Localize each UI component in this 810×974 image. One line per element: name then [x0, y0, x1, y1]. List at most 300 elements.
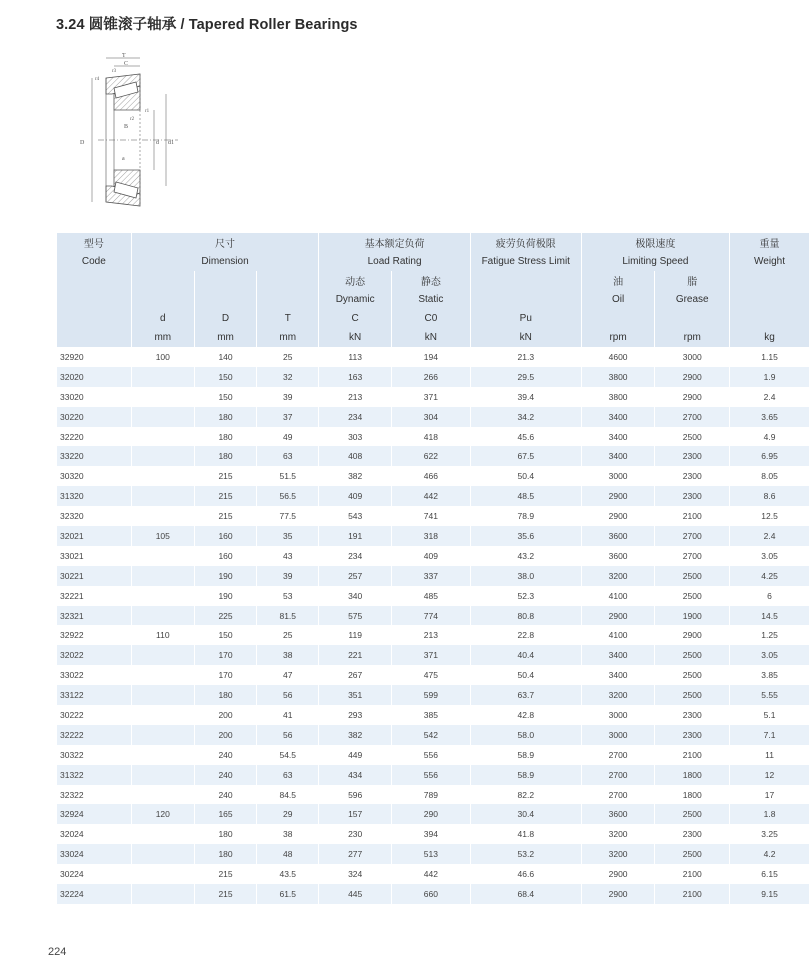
cell-C: 267: [348, 670, 363, 681]
cell-code: 32320: [60, 511, 84, 522]
cell-D: 180: [218, 431, 233, 442]
col-grease-cn: 脂: [655, 271, 729, 290]
cell-code: 30222: [60, 709, 84, 720]
cell-C0: 789: [423, 789, 438, 800]
cell-D: 180: [195, 446, 256, 466]
cell-C: 434: [319, 765, 391, 785]
cell-oil: 3400: [582, 446, 655, 466]
cell-Pu: 30.4: [471, 804, 581, 824]
diagram-label-r3: r3: [112, 69, 117, 74]
diagram-label-r2: r2: [130, 117, 135, 122]
cell-kg: 5.55: [730, 685, 809, 705]
table-row: [57, 526, 809, 546]
cell-oil: 3000: [608, 709, 628, 720]
cell-code: 30221: [57, 566, 131, 586]
cell-code: 31320: [57, 486, 131, 506]
cell-T: 25: [283, 351, 293, 362]
cell-code: 30322: [60, 749, 84, 760]
cell-C: 449: [348, 749, 363, 760]
cell-grease: 3000: [682, 351, 702, 362]
cell-Pu: 50.4: [517, 471, 535, 482]
cell-C0: 599: [392, 685, 470, 705]
cell-grease: 2300: [682, 471, 702, 482]
cell-C0: 385: [423, 709, 438, 720]
col-oil-en: Oil: [582, 290, 655, 309]
cell-d: [132, 506, 194, 526]
cell-oil: 3200: [582, 844, 655, 864]
cell-kg: 12.5: [761, 511, 778, 522]
cell-oil: 3400: [608, 670, 628, 681]
cell-code: 32022: [57, 645, 131, 665]
cell-kg: 2.4: [730, 526, 809, 546]
cell-grease: 2100: [682, 511, 702, 522]
cell-C: 213: [348, 391, 363, 402]
cell-code: 32224: [57, 884, 131, 904]
cell-d: [132, 765, 194, 785]
table-row: [57, 705, 809, 725]
cell-d: [132, 665, 194, 685]
cell-C0: 466: [423, 471, 438, 482]
table-row: [57, 486, 809, 506]
table-row: [57, 685, 809, 705]
cell-oil: 3600: [608, 550, 628, 561]
cell-C: 234: [319, 407, 391, 427]
cell-C0: 513: [392, 844, 470, 864]
cell-d: [132, 645, 194, 665]
cell-T: 56: [257, 725, 318, 745]
cell-grease: 2700: [682, 550, 702, 561]
cell-Pu: 41.8: [517, 829, 535, 840]
col-unit-oil: rpm: [582, 328, 655, 347]
page-title: 3.24 圆锥滚子轴承 / Tapered Roller Bearings: [56, 17, 358, 33]
cell-kg: 6.95: [730, 446, 809, 466]
col-fatigue-cn: 疲劳负荷极限: [471, 233, 581, 252]
cell-Pu: 82.2: [517, 789, 535, 800]
cell-Pu: 50.4: [517, 670, 535, 681]
cell-T: 56.5: [257, 486, 318, 506]
table-row: [57, 884, 809, 904]
cell-D: 225: [195, 606, 256, 626]
cell-T: 56: [257, 685, 318, 705]
cell-oil: 2700: [582, 765, 655, 785]
cell-grease: 2500: [655, 566, 729, 586]
cell-Pu: 35.6: [471, 526, 581, 546]
cell-T: 39: [283, 391, 293, 402]
cell-d: 100: [155, 351, 170, 362]
col-grease-en: Grease: [655, 290, 729, 309]
cell-Pu: 78.9: [517, 511, 535, 522]
cell-D: 140: [218, 351, 233, 362]
col-fatigue-en: Fatigue Stress Limit: [471, 252, 581, 271]
cell-D: 215: [218, 511, 233, 522]
table-row: [57, 387, 809, 407]
cell-oil: 3200: [608, 829, 628, 840]
cell-D: 215: [195, 486, 256, 506]
diagram-label-r1: r1: [145, 109, 150, 114]
cell-kg: 6.15: [761, 869, 778, 880]
col-load-cn: 基本额定负荷: [319, 233, 469, 252]
cell-T: 77.5: [279, 511, 297, 522]
cell-C: 408: [319, 446, 391, 466]
cell-C: 382: [319, 725, 391, 745]
cell-Pu: 63.7: [471, 685, 581, 705]
table-row: [57, 446, 809, 466]
cell-D: 150: [218, 391, 233, 402]
cell-C0: 266: [392, 367, 470, 387]
col-speed-en: Limiting Speed: [582, 252, 729, 271]
col-unit-C0: kN: [392, 328, 470, 347]
cell-Pu: 34.2: [471, 407, 581, 427]
cell-T: 47: [283, 670, 293, 681]
cell-oil: 2700: [608, 789, 628, 800]
col-unit-D: mm: [195, 328, 256, 347]
table-row: [57, 864, 809, 884]
cell-kg: 2.4: [763, 391, 776, 402]
cell-d: [132, 486, 194, 506]
diagram-label-T: T: [122, 53, 126, 59]
cell-Pu: 29.5: [471, 367, 581, 387]
cell-T: 43.5: [279, 869, 297, 880]
cell-code: 33024: [57, 844, 131, 864]
cell-D: 180: [218, 829, 233, 840]
cell-D: 170: [218, 670, 233, 681]
cell-C: 163: [319, 367, 391, 387]
cell-Pu: 40.4: [471, 645, 581, 665]
cell-d: [132, 466, 194, 486]
diagram-label-d: d: [156, 140, 159, 146]
cell-Pu: 43.2: [517, 550, 535, 561]
cell-kg: 1.9: [730, 367, 809, 387]
cell-T: 63: [257, 765, 318, 785]
cell-C0: 442: [423, 869, 438, 880]
cell-d: [132, 884, 194, 904]
cell-code: 32920: [60, 351, 84, 362]
cell-Pu: 48.5: [471, 486, 581, 506]
cell-d: [132, 566, 194, 586]
table-row: [57, 824, 809, 844]
cell-T: 32: [257, 367, 318, 387]
cell-C0: 337: [392, 566, 470, 586]
cell-C0: 442: [392, 486, 470, 506]
cell-oil: 3400: [608, 431, 628, 442]
cell-code: 32024: [60, 829, 84, 840]
cell-oil: 4600: [608, 351, 628, 362]
cell-kg: 12: [730, 765, 809, 785]
cell-grease: 2100: [682, 749, 702, 760]
cell-code: 32922: [60, 630, 84, 641]
cell-kg: 17: [764, 789, 775, 800]
cell-kg: 7.1: [730, 725, 809, 745]
cell-C: 113: [348, 351, 362, 362]
cell-d: [132, 745, 194, 765]
cell-D: 190: [195, 566, 256, 586]
cell-code: 32321: [57, 606, 131, 626]
col-sym-T: T: [257, 309, 318, 328]
cell-grease: 2900: [682, 630, 702, 641]
cell-kg: 3.85: [761, 670, 778, 681]
cell-grease: 2100: [682, 869, 702, 880]
cell-d: [132, 864, 194, 884]
cell-kg: 1.15: [761, 351, 778, 362]
table-row: [57, 665, 809, 685]
diagram-label-a: a: [122, 156, 125, 162]
cell-grease: 2900: [682, 391, 702, 402]
table-row: [57, 546, 809, 566]
cell-C0: 213: [423, 630, 438, 641]
cell-T: 29: [257, 804, 318, 824]
diagram-label-D: D: [80, 140, 85, 146]
col-sym-C0: C0: [392, 309, 470, 328]
table-row: [57, 427, 809, 447]
col-static-cn: 静态: [392, 271, 470, 290]
cell-Pu: 39.4: [517, 391, 535, 402]
cell-C: 303: [348, 431, 363, 442]
col-sym-D: D: [195, 309, 256, 328]
cell-oil: 2700: [608, 749, 628, 760]
cell-C: 324: [348, 869, 363, 880]
cell-T: 38: [283, 829, 293, 840]
cell-Pu: 58.9: [471, 765, 581, 785]
cell-D: 240: [218, 749, 233, 760]
cell-oil: 2900: [582, 486, 655, 506]
cell-C0: 774: [392, 606, 470, 626]
cell-Pu: 52.3: [517, 590, 535, 601]
table-row: [57, 586, 809, 606]
cell-d: [132, 785, 194, 805]
cell-T: 63: [257, 446, 318, 466]
col-weight-cn: 重量: [730, 233, 809, 252]
cell-d: [132, 407, 194, 427]
col-unit-C: kN: [319, 328, 391, 347]
cell-code: 32020: [57, 367, 131, 387]
cell-code: 32322: [60, 789, 84, 800]
cell-T: 37: [257, 407, 318, 427]
col-sym-C: C: [319, 309, 391, 328]
cell-grease: 2500: [655, 645, 729, 665]
cell-C: 293: [348, 709, 363, 720]
cell-Pu: 80.8: [471, 606, 581, 626]
cell-grease: 2300: [682, 709, 702, 720]
cell-code: 32220: [60, 431, 84, 442]
table-row: [57, 347, 809, 367]
table-row: [57, 785, 809, 805]
table-row: [57, 765, 809, 785]
cell-oil: 3400: [582, 645, 655, 665]
cell-D: 180: [195, 844, 256, 864]
cell-T: 25: [283, 630, 293, 641]
cell-C0: 741: [423, 511, 438, 522]
cell-d: [132, 427, 194, 447]
cell-kg: 9.15: [730, 884, 809, 904]
cell-grease: 1800: [655, 765, 729, 785]
cell-oil: 2900: [608, 869, 628, 880]
cell-D: 240: [195, 765, 256, 785]
cell-oil: 3800: [582, 367, 655, 387]
cell-oil: 4100: [608, 590, 628, 601]
bearing-spec-table: [56, 233, 810, 904]
table-row: [57, 844, 809, 864]
table-row: [57, 645, 809, 665]
cell-D: 190: [218, 590, 233, 601]
cell-C0: 418: [423, 431, 438, 442]
cell-T: 41: [283, 709, 293, 720]
cell-Pu: 58.0: [471, 725, 581, 745]
cell-Pu: 21.3: [517, 351, 535, 362]
cell-grease: 2500: [655, 685, 729, 705]
cell-C0: 556: [392, 765, 470, 785]
cell-C: 340: [348, 590, 363, 601]
cell-C: 157: [319, 804, 391, 824]
cell-Pu: 68.4: [471, 884, 581, 904]
cell-D: 200: [218, 709, 233, 720]
cell-grease: 2700: [655, 526, 729, 546]
table-row: [57, 407, 809, 427]
cell-T: 49: [283, 431, 293, 442]
col-dynamic-cn: 动态: [319, 271, 391, 290]
cell-Pu: 22.8: [517, 630, 535, 641]
bearing-diagram: [78, 50, 186, 230]
col-sym-d: d: [132, 309, 194, 328]
cell-kg: 4.9: [763, 431, 776, 442]
cell-code: 32221: [60, 590, 84, 601]
col-model-en: Code: [57, 252, 131, 271]
cell-kg: 1.25: [761, 630, 778, 641]
cell-Pu: 38.0: [471, 566, 581, 586]
col-model-cn: 型号: [57, 233, 131, 252]
cell-d: [132, 844, 194, 864]
table-row: [57, 606, 809, 626]
cell-Pu: 67.5: [471, 446, 581, 466]
cell-kg: 8.6: [730, 486, 809, 506]
cell-oil: 2900: [582, 606, 655, 626]
cell-C: 234: [348, 550, 363, 561]
cell-kg: 14.5: [730, 606, 809, 626]
cell-T: 51.5: [279, 471, 297, 482]
table-row: [57, 745, 809, 765]
col-sym-Pu: Pu: [471, 309, 581, 328]
cell-C: 191: [319, 526, 391, 546]
table-row: [57, 625, 809, 645]
cell-C0: 542: [392, 725, 470, 745]
cell-oil: 2900: [608, 511, 628, 522]
cell-Pu: 42.8: [517, 709, 535, 720]
cell-Pu: 45.6: [517, 431, 535, 442]
table-row: [57, 466, 809, 486]
cell-D: 200: [195, 725, 256, 745]
page-number: 224: [48, 946, 67, 958]
cell-C0: 475: [423, 670, 438, 681]
cell-T: 61.5: [257, 884, 318, 904]
cell-grease: 2700: [655, 407, 729, 427]
cell-kg: 4.2: [730, 844, 809, 864]
col-static-en: Static: [392, 290, 470, 309]
col-speed-cn: 极限速度: [582, 233, 729, 252]
cell-kg: 3.25: [761, 829, 778, 840]
cell-code: 32222: [57, 725, 131, 745]
cell-C: 221: [319, 645, 391, 665]
cell-C0: 371: [423, 391, 438, 402]
cell-code: 33220: [57, 446, 131, 466]
cell-code: 32021: [57, 526, 131, 546]
cell-d: 120: [132, 804, 194, 824]
cell-kg: 3.05: [730, 645, 809, 665]
cell-oil: 4100: [608, 630, 628, 641]
cell-T: 53: [283, 590, 293, 601]
cell-d: [132, 606, 194, 626]
col-unit-d: mm: [132, 328, 194, 347]
cell-C0: 394: [423, 829, 438, 840]
cell-D: 160: [195, 526, 256, 546]
cell-grease: 2300: [655, 486, 729, 506]
cell-D: 215: [195, 884, 256, 904]
diagram-label-B: B: [124, 124, 129, 130]
table-row: [57, 804, 809, 824]
cell-d: [132, 367, 194, 387]
cell-oil: 3800: [608, 391, 628, 402]
cell-grease: 2500: [655, 844, 729, 864]
table-row: [57, 506, 809, 526]
cell-D: 180: [195, 407, 256, 427]
cell-C0: 290: [392, 804, 470, 824]
cell-T: 54.5: [279, 749, 297, 760]
cell-grease: 2500: [682, 431, 702, 442]
cell-C0: 660: [392, 884, 470, 904]
cell-d: [132, 824, 194, 844]
cell-D: 165: [195, 804, 256, 824]
col-dynamic-en: Dynamic: [319, 290, 391, 309]
cell-D: 170: [195, 645, 256, 665]
cell-T: 39: [257, 566, 318, 586]
cell-D: 240: [218, 789, 233, 800]
cell-kg: 11: [765, 749, 774, 760]
col-unit-Pu: kN: [471, 328, 581, 347]
cell-code: 33020: [60, 391, 84, 402]
cell-T: 43: [283, 550, 293, 561]
cell-C: 575: [319, 606, 391, 626]
table-row: [57, 566, 809, 586]
cell-grease: 2100: [655, 884, 729, 904]
col-unit-grease: rpm: [655, 328, 729, 347]
cell-Pu: 58.9: [517, 749, 535, 760]
cell-oil: 3600: [582, 526, 655, 546]
cell-C: 257: [319, 566, 391, 586]
cell-C: 351: [319, 685, 391, 705]
cell-D: 150: [218, 630, 233, 641]
cell-C: 382: [348, 471, 363, 482]
cell-grease: 2500: [682, 590, 702, 601]
cell-oil: 3200: [582, 685, 655, 705]
cell-code: 33021: [60, 550, 84, 561]
cell-T: 35: [257, 526, 318, 546]
cell-D: 215: [218, 869, 233, 880]
cell-d: [132, 685, 194, 705]
cell-grease: 2500: [655, 804, 729, 824]
cell-C0: 304: [392, 407, 470, 427]
cell-d: [132, 705, 194, 725]
table-row: [57, 725, 809, 745]
cell-d: 110: [156, 630, 170, 641]
cell-grease: 2900: [655, 367, 729, 387]
cell-D: 150: [195, 367, 256, 387]
cell-d: [132, 387, 194, 407]
cell-kg: 6: [767, 590, 772, 601]
cell-C0: 318: [392, 526, 470, 546]
col-unit-kg: kg: [730, 328, 809, 347]
cell-C: 596: [348, 789, 363, 800]
cell-C0: 622: [392, 446, 470, 466]
table-row: [57, 367, 809, 387]
cell-T: 38: [257, 645, 318, 665]
